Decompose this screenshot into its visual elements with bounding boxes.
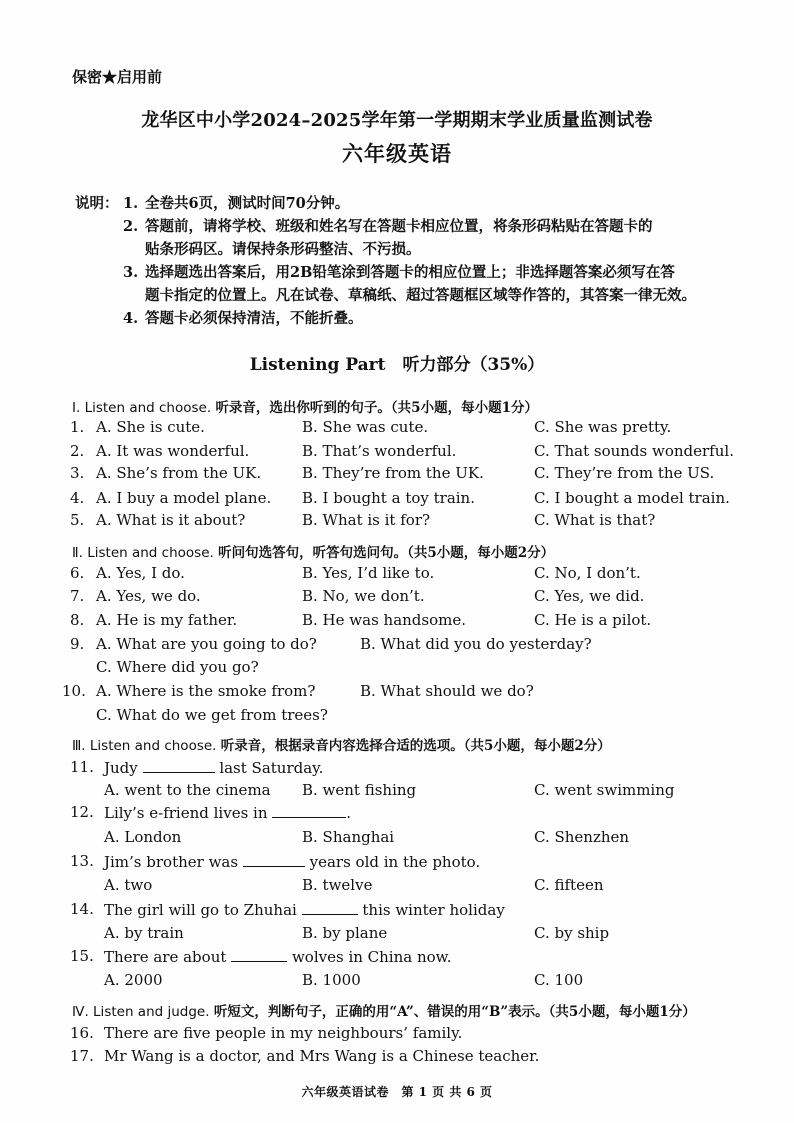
question-number: 11. — [70, 758, 94, 776]
option-b: B. twelve — [302, 876, 373, 894]
question-row — [0, 489, 794, 509]
option-a: A. Where is the smoke from? — [96, 682, 316, 700]
section-heading — [72, 396, 538, 416]
option-c: C. No, I don’t. — [534, 564, 641, 582]
option-a: A. I buy a model plane. — [96, 489, 272, 507]
question-number: 5. — [70, 511, 85, 529]
confidential-label: 保密★启用前 — [72, 68, 163, 86]
option-b: B. What is it for? — [302, 511, 431, 529]
listening-part-title: Listening Part 听力部分（35%） — [249, 355, 545, 375]
page-footer: 六年级英语试卷 第 1 页 共 6 页 — [301, 1085, 493, 1099]
question-row — [0, 418, 794, 438]
instructions-label: 说明： — [75, 195, 119, 212]
option-b: B. They’re from the UK. — [302, 464, 484, 482]
question-row — [0, 1047, 794, 1067]
answer-blank — [302, 900, 358, 915]
stem-text: wolves in China now. — [291, 948, 452, 966]
option-a: A. 2000 — [104, 971, 163, 989]
instruction-continuation: 贴条形码区。请保持条形码整洁、不污损。 — [145, 241, 421, 258]
question-number: 14. — [70, 900, 94, 918]
question-row — [0, 611, 794, 631]
option-a: A. She is cute. — [96, 418, 205, 436]
instruction-number: 3. — [123, 264, 139, 281]
question-number: 16. — [70, 1024, 94, 1042]
option-a: A. London — [104, 828, 182, 846]
question-number: 2. — [70, 442, 85, 460]
stem-text: this winter holiday — [362, 901, 505, 919]
question-row — [0, 442, 794, 462]
question-number: 6. — [70, 564, 85, 582]
answer-blank — [143, 758, 215, 773]
question-row — [0, 924, 794, 944]
option-c: C. I bought a model train. — [534, 489, 730, 507]
option-a: A. He is my father. — [96, 611, 238, 629]
section-heading-en: Ⅱ. Listen and choose. — [72, 545, 214, 561]
option-c: C. What do we get from trees? — [96, 706, 328, 724]
section-heading-en: Ⅰ. Listen and choose. — [72, 400, 212, 416]
question-row — [0, 828, 794, 848]
instructions — [75, 192, 696, 330]
option-b: B. Shanghai — [302, 828, 395, 846]
answer-blank — [231, 947, 287, 962]
option-b: B. She was cute. — [302, 418, 429, 436]
option-a: A. went to the cinema — [104, 781, 271, 799]
exam-title: 龙华区中小学2024–2025学年第一学期期末学业质量监测试卷 — [141, 110, 653, 131]
section-heading-cn: 听录音，选出你听到的句子。（共5小题，每小题1分） — [215, 400, 538, 416]
option-a: A. What is it about? — [96, 511, 246, 529]
option-a: A. She’s from the UK. — [96, 464, 262, 482]
option-c: C. That sounds wonderful. — [534, 442, 734, 460]
section-heading-cn: 听录音，根据录音内容选择合适的选项。（共5小题，每小题2分） — [220, 738, 611, 754]
option-b: B. That’s wonderful. — [302, 442, 457, 460]
question-number: 12. — [70, 803, 94, 821]
option-b: B. Yes, I’d like to. — [302, 564, 435, 582]
question-number: 8. — [70, 611, 85, 629]
question-row — [0, 876, 794, 896]
option-a: A. What are you going to do? — [96, 635, 317, 653]
option-b: B. went fishing — [302, 781, 417, 799]
question-number: 13. — [70, 852, 94, 870]
question-row — [0, 1024, 794, 1044]
question-row — [0, 635, 794, 655]
question-stem — [0, 758, 794, 778]
option-b: B. He was handsome. — [302, 611, 466, 629]
question-stem — [0, 852, 794, 872]
section-heading — [72, 1000, 696, 1020]
instruction-number: 2. — [123, 218, 139, 235]
option-a: A. Yes, we do. — [96, 587, 201, 605]
question-stem — [0, 947, 794, 967]
question-row — [0, 564, 794, 584]
option-a: A. by train — [104, 924, 184, 942]
stem-text: last Saturday. — [219, 759, 324, 777]
option-a: A. two — [104, 876, 153, 894]
option-a: A. Yes, I do. — [96, 564, 185, 582]
section-heading — [72, 734, 611, 754]
option-c: C. fifteen — [534, 876, 604, 894]
stem-text: Jim’s brother was — [104, 853, 239, 871]
option-c: C. They’re from the US. — [534, 464, 715, 482]
option-b: B. 1000 — [302, 971, 361, 989]
option-b: B. I bought a toy train. — [302, 489, 475, 507]
section-heading-en: Ⅲ. Listen and choose. — [72, 738, 217, 754]
question-number: 4. — [70, 489, 85, 507]
question-row — [0, 587, 794, 607]
question-number: 17. — [70, 1047, 94, 1065]
instruction-text: 选择题选出答案后，用2B铅笔涂到答题卡的相应位置上；非选择题答案必须写在答 — [145, 264, 675, 281]
option-c: C. What is that? — [534, 511, 656, 529]
option-c: C. She was pretty. — [534, 418, 672, 436]
option-b: B. No, we don’t. — [302, 587, 425, 605]
option-c: C. by ship — [534, 924, 610, 942]
question-number: 7. — [70, 587, 85, 605]
instruction-continuation: 题卡指定的位置上。凡在试卷、草稿纸、超过答题框区域等作答的，其答案一律无效。 — [145, 287, 696, 304]
answer-blank — [243, 852, 305, 867]
option-c: C. 100 — [534, 971, 584, 989]
option-b: B. by plane — [302, 924, 388, 942]
question-row — [0, 658, 794, 678]
option-a: A. It was wonderful. — [96, 442, 250, 460]
option-c: C. Shenzhen — [534, 828, 630, 846]
question-row — [0, 511, 794, 531]
instruction-text: 答题前，请将学校、班级和姓名写在答题卡相应位置，将条形码粘贴在答题卡的 — [145, 218, 653, 235]
instruction-number: 4. — [123, 310, 139, 327]
option-c: C. Where did you go? — [96, 658, 259, 676]
question-number: 15. — [70, 947, 94, 965]
stem-text: . — [346, 804, 352, 822]
question-number: 9. — [70, 635, 85, 653]
stem-text: Lily’s e-friend lives in — [104, 804, 268, 822]
instruction-number: 1. — [123, 195, 139, 212]
exam-subtitle: 六年级英语 — [342, 141, 452, 166]
option-c: C. Yes, we did. — [534, 587, 645, 605]
stem-text: There are about — [104, 948, 227, 966]
question-row — [0, 682, 794, 702]
question-row — [0, 464, 794, 484]
stem-text: Judy — [104, 759, 138, 777]
stem-text: years old in the photo. — [309, 853, 481, 871]
section-heading-cn: 听问句选答句，听答句选问句。（共5小题，每小题2分） — [218, 545, 555, 561]
option-c: C. went swimming — [534, 781, 675, 799]
option-b: B. What did you do yesterday? — [360, 635, 592, 653]
instruction-text: 答题卡必须保持清洁，不能折叠。 — [145, 310, 363, 327]
section-heading — [72, 541, 554, 561]
section-heading-en: Ⅳ. Listen and judge. — [72, 1004, 210, 1020]
question-row — [0, 971, 794, 991]
answer-blank — [272, 803, 346, 818]
section-heading-cn: 听短文，判断句子，正确的用“A”、错误的用“B”表示。（共5小题，每小题1分） — [213, 1004, 696, 1020]
option-c: C. He is a pilot. — [534, 611, 652, 629]
question-stem — [0, 900, 794, 920]
statement-text: There are five people in my neighbours’ family. — [104, 1024, 463, 1042]
question-number: 1. — [70, 418, 85, 436]
option-b: B. What should we do? — [360, 682, 534, 700]
stem-text: The girl will go to Zhuhai — [104, 901, 297, 919]
statement-text: Mr Wang is a doctor, and Mrs Wang is a Chinese teacher. — [104, 1047, 540, 1065]
question-number: 3. — [70, 464, 85, 482]
question-number: 10. — [62, 682, 86, 700]
question-row — [0, 781, 794, 801]
question-stem — [0, 803, 794, 823]
question-row — [0, 706, 794, 726]
instruction-text: 全卷共6页，测试时间70分钟。 — [145, 195, 350, 212]
